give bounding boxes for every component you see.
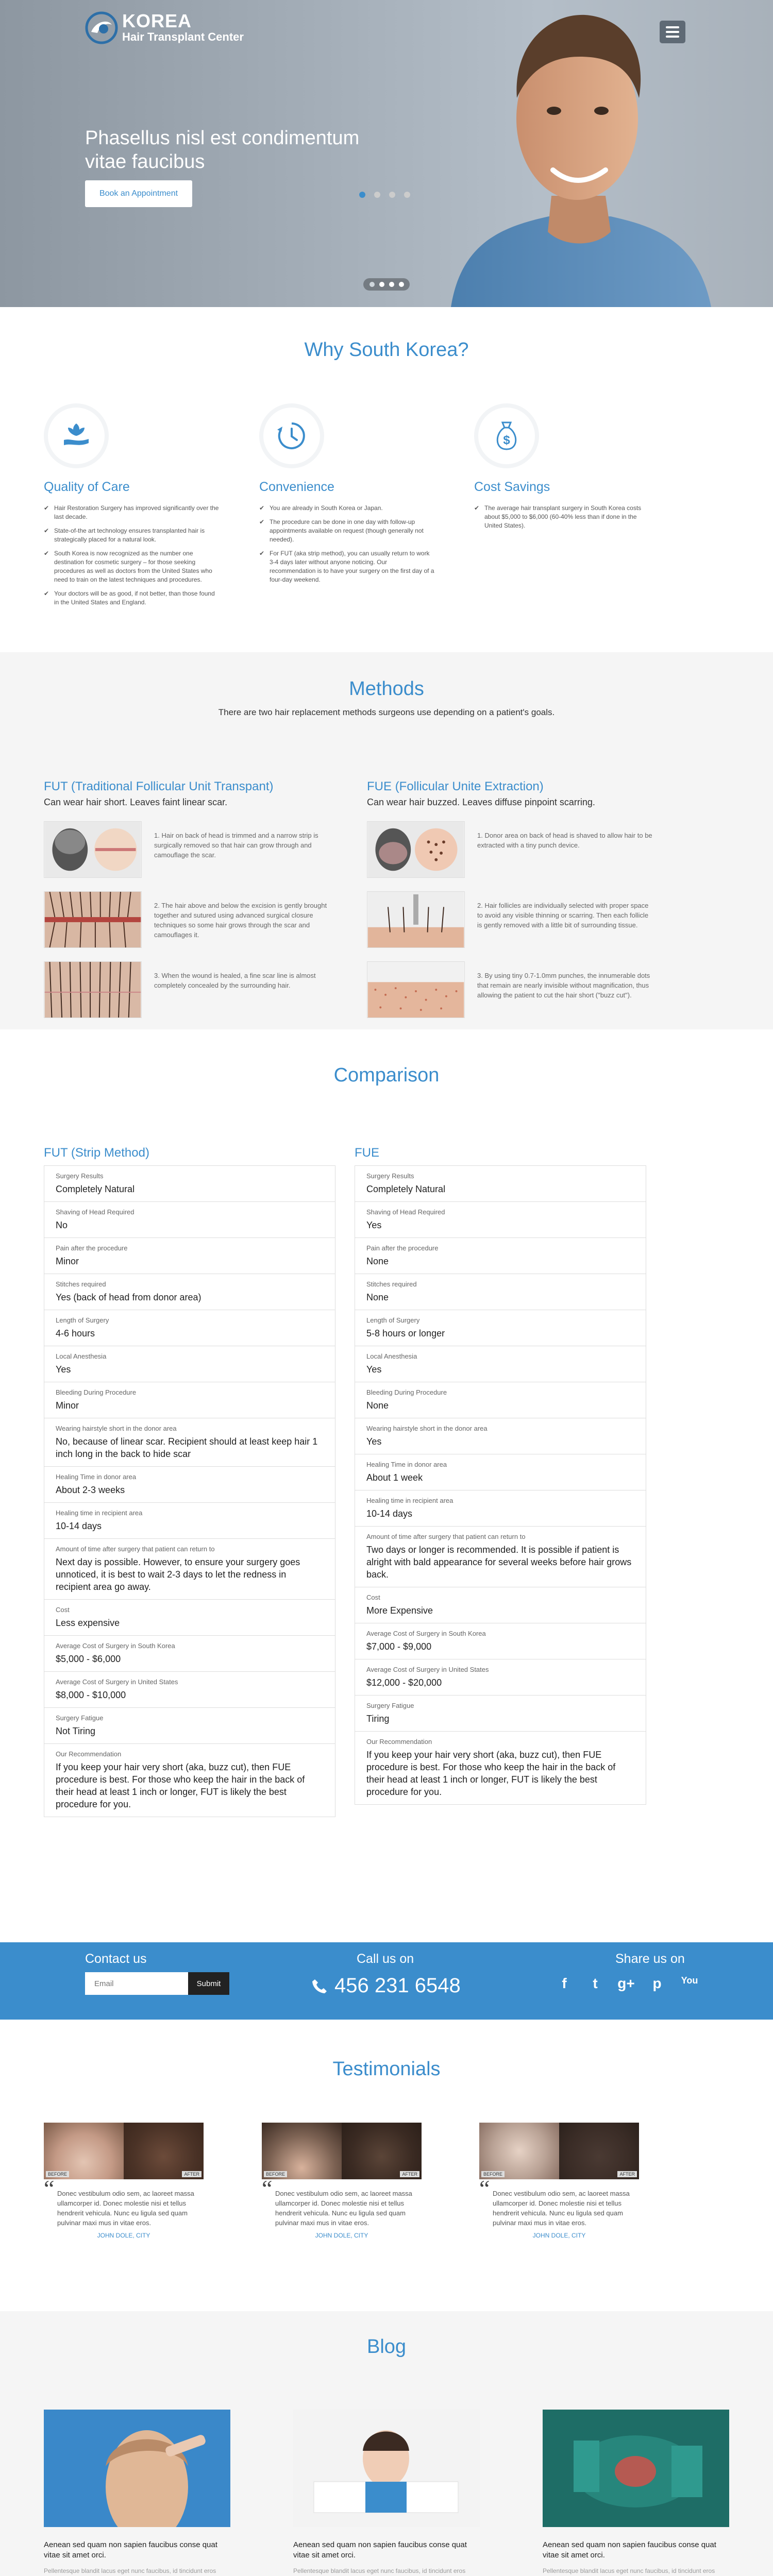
comparison-value: Minor (56, 1400, 79, 1411)
comparison-row (44, 1672, 335, 1708)
fue-title: FUE (Follicular Unite Extraction) (367, 779, 544, 793)
comparison-value: Not Tiring (56, 1726, 96, 1736)
phone-number-text: 456 231 6548 (334, 1974, 461, 1997)
fue-step-image (367, 961, 465, 1018)
comparison-value: Yes (366, 1436, 382, 1447)
before-after-image (44, 2123, 204, 2179)
testimonial-card (262, 2123, 422, 2239)
comparison-value: $5,000 - $6,000 (56, 1654, 121, 1664)
comparison-value: $8,000 - $10,000 (56, 1690, 126, 1700)
comparison-label: Length of Surgery (56, 1316, 109, 1324)
comparison-label: Our Recommendation (56, 1750, 122, 1758)
comparison-label: Wearing hairstyle short in the donor area (56, 1425, 177, 1432)
comparison-label: Surgery Fatigue (56, 1714, 104, 1722)
fue-lead: Can wear hair buzzed. Leaves diffuse pinpoint scarring. (367, 797, 595, 807)
comparison-value: More Expensive (366, 1605, 433, 1616)
comparison-value: Yes (366, 1220, 382, 1230)
methods-title: Methods (349, 678, 424, 700)
testimonial-author: JOHN DOLE, CITY (315, 2232, 368, 2239)
blog-post-image[interactable] (543, 2410, 729, 2527)
pager-dot[interactable] (374, 192, 380, 198)
method-step (367, 961, 686, 1018)
comparison-row (355, 1732, 646, 1804)
before-label: BEFORE (264, 2171, 287, 2177)
comparison-row (44, 1166, 335, 1202)
slider-dot[interactable] (389, 282, 394, 287)
blog-post-excerpt: Pellentesque blandit lacus eget nunc faucibus, id tincidunt eros (293, 2567, 466, 2574)
comparison-value: No (56, 1220, 68, 1230)
comparison-label: Healing Time in donor area (366, 1461, 447, 1468)
comparison-label: Our Recommendation (366, 1738, 432, 1745)
comparison-row (355, 1418, 646, 1454)
comparison-value: 10-14 days (366, 1509, 413, 1519)
comparison-value: Completely Natural (56, 1184, 135, 1194)
comparison-label: Stitches required (366, 1280, 417, 1288)
comparison-row (44, 1744, 335, 1817)
fue-comparison-title: FUE (355, 1146, 379, 1160)
facebook-icon[interactable]: f (562, 1975, 567, 1991)
hamburger-line (666, 31, 679, 33)
comparison-row (355, 1659, 646, 1696)
before-image (44, 2123, 124, 2179)
comparison-label: Surgery Fatigue (366, 1702, 414, 1709)
comparison-row (44, 1202, 335, 1238)
share-social-icons (556, 1975, 700, 1992)
comparison-row (44, 1539, 335, 1600)
after-image (124, 2123, 204, 2179)
blog-post-image[interactable] (293, 2410, 480, 2527)
blog-post-excerpt: Pellentesque blandit lacus eget nunc faucibus, id tincidunt eros (44, 2567, 216, 2574)
logo-subtitle: Hair Transplant Center (122, 30, 244, 43)
method-step-text: 3. By using tiny 0.7-1.0mm punches, the innumerable dots that remain are nearly invisible without magnification, thus allowing the patient to cut the hair short ("buzz cut"). (477, 972, 650, 999)
logo-swirl-icon (85, 11, 118, 44)
blog-post-excerpt: Pellentesque blandit lacus eget nunc faucibus, id tincidunt eros (543, 2567, 715, 2574)
comparison-row (44, 1346, 335, 1382)
hamburger-icon (666, 26, 679, 28)
comparison-label: Healing Time in donor area (56, 1473, 137, 1481)
comparison-row (44, 1467, 335, 1503)
phone-number[interactable] (312, 1974, 461, 1997)
site-logo[interactable] (85, 11, 244, 44)
after-label: AFTER (617, 2171, 637, 2177)
comparison-title: Comparison (333, 1064, 440, 1086)
blog-post-title[interactable]: Aenean sed quam non sapien faucibus conse quat vitae sit amet orci. (293, 2540, 467, 2560)
book-appointment-button[interactable]: Book an Appointment (85, 180, 192, 207)
comparison-value: If you keep your hair very short (aka, buzz cut), then FUE procedure is best. For those who keep the hair in the back of their head at least 1 inch or longer, FUT is likely the best procedure for you. (56, 1762, 305, 1809)
feature-item: ✔ Hair Restoration Surgery has improved significantly over the last decade. (44, 504, 219, 521)
comparison-value: None (366, 1256, 389, 1266)
methods-subtitle: There are two hair replacement methods surgeons use depending on a patient's goals. (218, 707, 555, 717)
comparison-value: About 1 week (366, 1472, 423, 1483)
fut-column (44, 779, 363, 1018)
comparison-value: Less expensive (56, 1618, 120, 1628)
comparison-row (44, 1310, 335, 1346)
comparison-row (44, 1382, 335, 1418)
money-bag-icon (478, 408, 535, 464)
slider-dot[interactable] (369, 282, 375, 287)
fue-column (367, 779, 686, 1018)
feature-item: ✔ For FUT (aka strip method), you can usually return to work 3-4 days later without anyone noticing. Our recommendation is to have your surgery on the first day of a four-day weekend. (259, 549, 434, 584)
phone-icon (312, 1978, 327, 1994)
clock-refresh-icon (263, 408, 320, 464)
testimonial-author: JOHN DOLE, CITY (532, 2232, 586, 2239)
fue-step-image (367, 891, 465, 948)
comparison-row (44, 1503, 335, 1539)
fut-comparison-table (44, 1165, 335, 1817)
contact-bar (0, 1942, 773, 2020)
before-label: BEFORE (46, 2171, 69, 2177)
hand-plant-icon (48, 408, 105, 464)
comparison-value: Minor (56, 1256, 79, 1266)
fut-lead: Can wear hair short. Leaves faint linear scar. (44, 797, 228, 807)
after-label: AFTER (400, 2171, 419, 2177)
fut-comparison-title: FUT (Strip Method) (44, 1146, 149, 1160)
comparison-label: Bleeding During Procedure (56, 1388, 137, 1396)
comparison-label: Local Anesthesia (56, 1352, 107, 1360)
method-step (44, 961, 363, 1018)
feature-title: Convenience (259, 480, 334, 494)
comparison-row (44, 1708, 335, 1744)
feature-item: ✔ South Korea is now recognized as the number one destination for cosmetic surgery – for those seeking procedures as well as doctors from the United States who need to train on the latest techniques and procedures. (44, 549, 219, 584)
after-image (342, 2123, 422, 2179)
method-step-text: 1. Hair on back of head is trimmed and a narrow strip is surgically removed so that hair can grow through and camouflage the scar. (154, 832, 318, 859)
comparison-row (355, 1346, 646, 1382)
comparison-row (44, 1636, 335, 1672)
feature-quality (44, 408, 240, 612)
comparison-label: Surgery Results (56, 1172, 104, 1180)
why-section (0, 307, 773, 652)
comparison-label: Average Cost of Surgery in South Korea (56, 1642, 175, 1650)
blog-post-title[interactable]: Aenean sed quam non sapien faucibus conse quat vitae sit amet orci. (44, 2540, 217, 2560)
comparison-value: $12,000 - $20,000 (366, 1677, 442, 1688)
method-step (44, 891, 363, 948)
contact-title: Contact us (85, 1952, 147, 1966)
logo-title: KOREA (122, 10, 192, 31)
comparison-value: None (366, 1292, 389, 1302)
comparison-row (355, 1382, 646, 1418)
blog-post (543, 2410, 729, 2576)
comparison-label: Surgery Results (366, 1172, 414, 1180)
testimonials-title: Testimonials (332, 2058, 441, 2080)
comparison-label: Healing time in recipient area (366, 1497, 453, 1504)
feature-item: ✔ You are already in South Korea or Japan. (259, 504, 434, 513)
testimonial-card (44, 2123, 204, 2239)
comparison-row (44, 1418, 335, 1467)
submit-button[interactable]: Submit (188, 1972, 229, 1995)
comparison-row (355, 1696, 646, 1732)
comparison-row (355, 1490, 646, 1527)
after-label: AFTER (182, 2171, 201, 2177)
comparison-row (355, 1202, 646, 1238)
fut-step-image (44, 961, 142, 1018)
pager-dot[interactable] (359, 192, 365, 198)
comparison-label: Average Cost of Surgery in United States (366, 1666, 489, 1673)
comparison-label: Pain after the procedure (366, 1244, 439, 1252)
comparison-value: Tiring (366, 1714, 390, 1724)
comparison-row (355, 1310, 646, 1346)
comparison-row (355, 1454, 646, 1490)
share-title: Share us on (615, 1952, 685, 1966)
comparison-label: Stitches required (56, 1280, 106, 1288)
comparison-value: No, because of linear scar. Recipient should at least keep hair 1 inch long in the back to hide scar (56, 1436, 318, 1459)
testimonial-quote: “ Donec vestibulum odio sem, ac laoreet massa ullamcorper id. Donec molestie nisi et tellus hendrerit vehicula. Nunc eu ligula sed quam pulvinar maxi mus in vitae eros. (44, 2189, 204, 2228)
comparison-value: 4-6 hours (56, 1328, 95, 1338)
slider-dot[interactable] (379, 282, 384, 287)
comparison-label: Pain after the procedure (56, 1244, 128, 1252)
email-input[interactable] (85, 1972, 188, 1995)
comparison-value: Yes (back of head from donor area) (56, 1292, 201, 1302)
twitter-icon[interactable]: t (593, 1975, 598, 1991)
comparison-label: Average Cost of Surgery in United States (56, 1678, 178, 1686)
testimonial-card (479, 2123, 639, 2239)
comparison-row (44, 1600, 335, 1636)
fue-step-image (367, 821, 465, 878)
feature-title: Quality of Care (44, 480, 130, 494)
comparison-value: If you keep your hair very short (aka, buzz cut), then FUE procedure is best. For those who keep the hair in the back of their head at least 1 inch or longer, FUT is likely the best procedure for you. (366, 1750, 616, 1797)
comparison-section (0, 1029, 773, 1942)
why-title: Why South Korea? (304, 339, 469, 361)
fut-step-image (44, 821, 142, 878)
before-image (479, 2123, 559, 2179)
method-step (44, 821, 363, 878)
testimonial-pager (359, 192, 410, 198)
blog-section (0, 2311, 773, 2576)
feature-item: ✔ State-of-the art technology ensures transplanted hair is strategically placed for a natural look. (44, 527, 219, 544)
method-step (367, 821, 686, 878)
comparison-label: Local Anesthesia (366, 1352, 417, 1360)
comparison-label: Average Cost of Surgery in South Korea (366, 1630, 486, 1637)
call-title: Call us on (357, 1952, 414, 1966)
hero-person-image (441, 0, 719, 307)
comparison-label: Wearing hairstyle short in the donor area (366, 1425, 488, 1432)
blog-title: Blog (366, 2336, 407, 2358)
feature-convenience (259, 408, 455, 589)
testimonial-quote: “ Donec vestibulum odio sem, ac laoreet massa ullamcorper id. Donec molestie nisi et tellus hendrerit vehicula. Nunc eu ligula sed quam pulvinar maxi mus in vitae eros. (262, 2189, 422, 2228)
feature-item: ✔ The procedure can be done in one day with follow-up appointments available on request (though generally not needed). (259, 518, 434, 544)
feature-item: ✔ Your doctors will be as good, if not better, than those found in the United States and England. (44, 589, 219, 607)
fut-comparison (44, 1146, 335, 1817)
hero-banner (0, 0, 773, 307)
comparison-label: Bleeding During Procedure (366, 1388, 447, 1396)
slider-dots (363, 278, 410, 291)
svg-text:$: $ (503, 433, 510, 447)
before-label: BEFORE (481, 2171, 505, 2177)
comparison-row (355, 1527, 646, 1587)
fue-comparison (355, 1146, 646, 1805)
blog-post-title[interactable]: Aenean sed quam non sapien faucibus conse quat vitae sit amet orci. (543, 2540, 716, 2560)
blog-post-image[interactable] (44, 2410, 230, 2527)
feature-title: Cost Savings (474, 480, 550, 494)
before-after-image (262, 2123, 422, 2179)
before-image (262, 2123, 342, 2179)
method-step-text: 2. Hair follicles are individually selected with proper space to avoid any visible thinning or scarring. Then each follicle is gently removed with a little bit of surrounding tissue. (477, 902, 649, 929)
comparison-label: Amount of time after surgery that patient can return to (366, 1533, 526, 1540)
blog-post (44, 2410, 230, 2576)
comparison-row (355, 1238, 646, 1274)
comparison-value: $7,000 - $9,000 (366, 1641, 432, 1652)
method-step-text: 1. Donor area on back of head is shaved to allow hair to be extracted with a tiny punch device. (477, 832, 652, 849)
google-plus-icon[interactable]: g+ (617, 1975, 635, 1991)
fut-step-image (44, 891, 142, 948)
blog-post (293, 2410, 480, 2576)
comparison-value: None (366, 1400, 389, 1411)
slider-dot[interactable] (399, 282, 404, 287)
comparison-row (355, 1274, 646, 1310)
comparison-value: Completely Natural (366, 1184, 446, 1194)
comparison-label: Cost (56, 1606, 70, 1614)
comparison-label: Amount of time after surgery that patient can return to (56, 1545, 215, 1553)
fut-title: FUT (Traditional Follicular Unit Transpant) (44, 779, 274, 793)
testimonial-author: JOHN DOLE, CITY (97, 2232, 150, 2239)
method-step (367, 891, 686, 948)
comparison-value: Next day is possible. However, to ensure your surgery goes unnoticed, it is best to wait 2-3 days to let the redness in recipient area go away. (56, 1557, 300, 1592)
after-image (559, 2123, 639, 2179)
comparison-label: Healing time in recipient area (56, 1509, 143, 1517)
comparison-row (355, 1166, 646, 1202)
hero-title: Phasellus nisl est condimentum vitae faucibus (85, 127, 360, 173)
methods-section (0, 652, 773, 1029)
hamburger-line (666, 36, 679, 38)
menu-button[interactable] (660, 21, 685, 43)
comparison-value: Yes (366, 1364, 382, 1375)
comparison-label: Cost (366, 1594, 380, 1601)
feature-item: ✔ The average hair transplant surgery in South Korea costs about $5,000 to $6,000 (60-40% less than if done in the United States). (474, 504, 649, 530)
pinterest-icon[interactable]: p (652, 1975, 662, 1991)
comparison-label: Length of Surgery (366, 1316, 420, 1324)
comparison-value: 5-8 hours or longer (366, 1328, 445, 1338)
testimonial-quote: “ Donec vestibulum odio sem, ac laoreet massa ullamcorper id. Donec molestie nisi et tellus hendrerit vehicula. Nunc eu ligula sed quam pulvinar maxi mus in vitae eros. (479, 2189, 639, 2228)
comparison-value: Two days or longer is recommended. It is possible if patient is alright with bald appearance for several weeks before hair grows back. (366, 1545, 632, 1580)
comparison-label: Shaving of Head Required (56, 1208, 135, 1216)
comparison-row (355, 1587, 646, 1623)
comparison-value: Yes (56, 1364, 71, 1375)
method-step-text: 3. When the wound is healed, a fine scar line is almost completely concealed by the surrounding hair. (154, 972, 316, 989)
before-after-image (479, 2123, 639, 2179)
feature-cost (474, 408, 670, 535)
method-step-text: 2. The hair above and below the excision is gently brought together and sutured using advanced surgical closure techniques so some hair grows through the scar and camouflages it. (154, 902, 327, 939)
youtube-icon[interactable]: You (681, 1975, 698, 1986)
testimonials-section (0, 2020, 773, 2311)
comparison-label: Shaving of Head Required (366, 1208, 445, 1216)
comparison-row (44, 1274, 335, 1310)
comparison-row (355, 1623, 646, 1659)
pager-dot[interactable] (389, 192, 395, 198)
comparison-value: About 2-3 weeks (56, 1485, 125, 1495)
comparison-value: 10-14 days (56, 1521, 102, 1531)
comparison-row (44, 1238, 335, 1274)
pager-dot[interactable] (404, 192, 410, 198)
fue-comparison-table (355, 1165, 646, 1805)
